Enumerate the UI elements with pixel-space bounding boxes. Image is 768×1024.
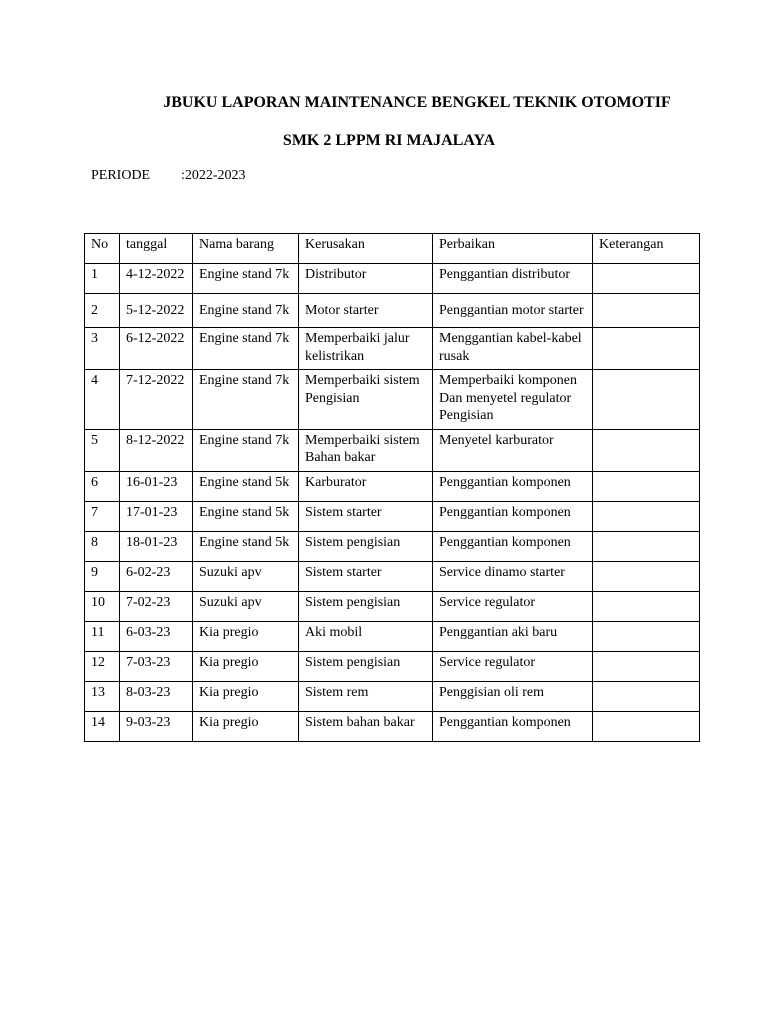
table-row: [85, 429, 700, 471]
cell-tanggal: 6-02-23: [120, 561, 193, 591]
cell-nama-barang: Kia pregio: [193, 651, 299, 681]
cell-perbaikan: Penggantian komponen: [433, 531, 593, 561]
periode-line: [91, 168, 246, 184]
cell-tanggal: 7-02-23: [120, 591, 193, 621]
cell-kerusakan: Sistem pengisian: [299, 651, 433, 681]
cell-keterangan: [593, 531, 700, 561]
cell-nama-barang: Engine stand 7k: [193, 429, 299, 471]
table-row: [85, 501, 700, 531]
cell-tanggal: 17-01-23: [120, 501, 193, 531]
cell-tanggal: 16-01-23: [120, 471, 193, 501]
header-keterangan: Keterangan: [593, 234, 700, 264]
cell-no: 5: [85, 429, 120, 471]
cell-perbaikan: Menyetel karburator: [433, 429, 593, 471]
cell-no: 3: [85, 328, 120, 370]
table-row: [85, 561, 700, 591]
cell-kerusakan: Distributor: [299, 264, 433, 294]
table-row: [85, 681, 700, 711]
cell-kerusakan: Sistem starter: [299, 561, 433, 591]
cell-keterangan: [593, 501, 700, 531]
cell-tanggal: 18-01-23: [120, 531, 193, 561]
cell-no: 11: [85, 621, 120, 651]
header-nama-barang: Nama barang: [193, 234, 299, 264]
table-header-row: [85, 234, 700, 264]
cell-keterangan: [593, 471, 700, 501]
table-row: [85, 531, 700, 561]
cell-nama-barang: Engine stand 7k: [193, 370, 299, 430]
cell-perbaikan: Memperbaiki komponen Dan menyetel regulator Pengisian: [433, 370, 593, 430]
header-tanggal: tanggal: [120, 234, 193, 264]
cell-perbaikan: Penggantian komponen: [433, 711, 593, 741]
periode-value: :2022-2023: [181, 168, 246, 183]
cell-tanggal: 5-12-2022: [120, 294, 193, 328]
header-no: No: [85, 234, 120, 264]
cell-kerusakan: Aki mobil: [299, 621, 433, 651]
table-row: [85, 651, 700, 681]
maintenance-table: [84, 233, 700, 742]
cell-kerusakan: Karburator: [299, 471, 433, 501]
cell-kerusakan: Memperbaiki sistem Bahan bakar: [299, 429, 433, 471]
cell-nama-barang: Kia pregio: [193, 681, 299, 711]
cell-keterangan: [593, 429, 700, 471]
cell-no: 13: [85, 681, 120, 711]
cell-perbaikan: Penggantian distributor: [433, 264, 593, 294]
cell-no: 14: [85, 711, 120, 741]
cell-tanggal: 7-03-23: [120, 651, 193, 681]
cell-perbaikan: Service regulator: [433, 651, 593, 681]
cell-perbaikan: Penggantian komponen: [433, 501, 593, 531]
cell-tanggal: 8-03-23: [120, 681, 193, 711]
cell-nama-barang: Engine stand 5k: [193, 471, 299, 501]
table-row: [85, 264, 700, 294]
cell-keterangan: [593, 370, 700, 430]
cell-no: 4: [85, 370, 120, 430]
cell-tanggal: 6-03-23: [120, 621, 193, 651]
header-perbaikan: Perbaikan: [433, 234, 593, 264]
cell-nama-barang: Engine stand 5k: [193, 531, 299, 561]
cell-kerusakan: Sistem pengisian: [299, 591, 433, 621]
cell-tanggal: 4-12-2022: [120, 264, 193, 294]
cell-keterangan: [593, 264, 700, 294]
cell-nama-barang: Kia pregio: [193, 711, 299, 741]
table-body: [85, 264, 700, 742]
cell-nama-barang: Suzuki apv: [193, 561, 299, 591]
cell-keterangan: [593, 294, 700, 328]
cell-perbaikan: Penggantian motor starter: [433, 294, 593, 328]
cell-no: 9: [85, 561, 120, 591]
cell-tanggal: 9-03-23: [120, 711, 193, 741]
table-row: [85, 471, 700, 501]
cell-no: 7: [85, 501, 120, 531]
header-kerusakan: Kerusakan: [299, 234, 433, 264]
cell-kerusakan: Memperbaiki jalur kelistrikan: [299, 328, 433, 370]
periode-label: PERIODE: [91, 168, 151, 183]
cell-no: 6: [85, 471, 120, 501]
cell-perbaikan: Penggantian aki baru: [433, 621, 593, 651]
cell-keterangan: [593, 651, 700, 681]
cell-kerusakan: Motor starter: [299, 294, 433, 328]
cell-no: 2: [85, 294, 120, 328]
cell-nama-barang: Engine stand 7k: [193, 264, 299, 294]
table-row: [85, 294, 700, 328]
cell-tanggal: 7-12-2022: [120, 370, 193, 430]
table-row: [85, 591, 700, 621]
cell-nama-barang: Kia pregio: [193, 621, 299, 651]
table-row: [85, 328, 700, 370]
cell-keterangan: [593, 681, 700, 711]
cell-no: 1: [85, 264, 120, 294]
cell-kerusakan: Sistem pengisian: [299, 531, 433, 561]
cell-kerusakan: Sistem bahan bakar: [299, 711, 433, 741]
table-row: [85, 711, 700, 741]
cell-kerusakan: Sistem rem: [299, 681, 433, 711]
cell-keterangan: [593, 711, 700, 741]
cell-nama-barang: Engine stand 5k: [193, 501, 299, 531]
cell-no: 10: [85, 591, 120, 621]
cell-perbaikan: Service dinamo starter: [433, 561, 593, 591]
cell-nama-barang: Engine stand 7k: [193, 328, 299, 370]
cell-tanggal: 8-12-2022: [120, 429, 193, 471]
cell-perbaikan: Service regulator: [433, 591, 593, 621]
cell-nama-barang: Suzuki apv: [193, 591, 299, 621]
cell-perbaikan: Penggantian komponen: [433, 471, 593, 501]
cell-keterangan: [593, 328, 700, 370]
cell-keterangan: [593, 591, 700, 621]
cell-tanggal: 6-12-2022: [120, 328, 193, 370]
table-row: [85, 370, 700, 430]
document-title: JBUKU LAPORAN MAINTENANCE BENGKEL TEKNIK OTOMOTIF: [163, 94, 671, 111]
cell-nama-barang: Engine stand 7k: [193, 294, 299, 328]
cell-kerusakan: Memperbaiki sistem Pengisian: [299, 370, 433, 430]
cell-no: 12: [85, 651, 120, 681]
cell-perbaikan: Penggisian oli rem: [433, 681, 593, 711]
cell-keterangan: [593, 621, 700, 651]
document-subtitle: SMK 2 LPPM RI MAJALAYA: [282, 132, 496, 149]
cell-perbaikan: Menggantian kabel-kabel rusak: [433, 328, 593, 370]
table-row: [85, 621, 700, 651]
cell-no: 8: [85, 531, 120, 561]
cell-keterangan: [593, 561, 700, 591]
cell-kerusakan: Sistem starter: [299, 501, 433, 531]
